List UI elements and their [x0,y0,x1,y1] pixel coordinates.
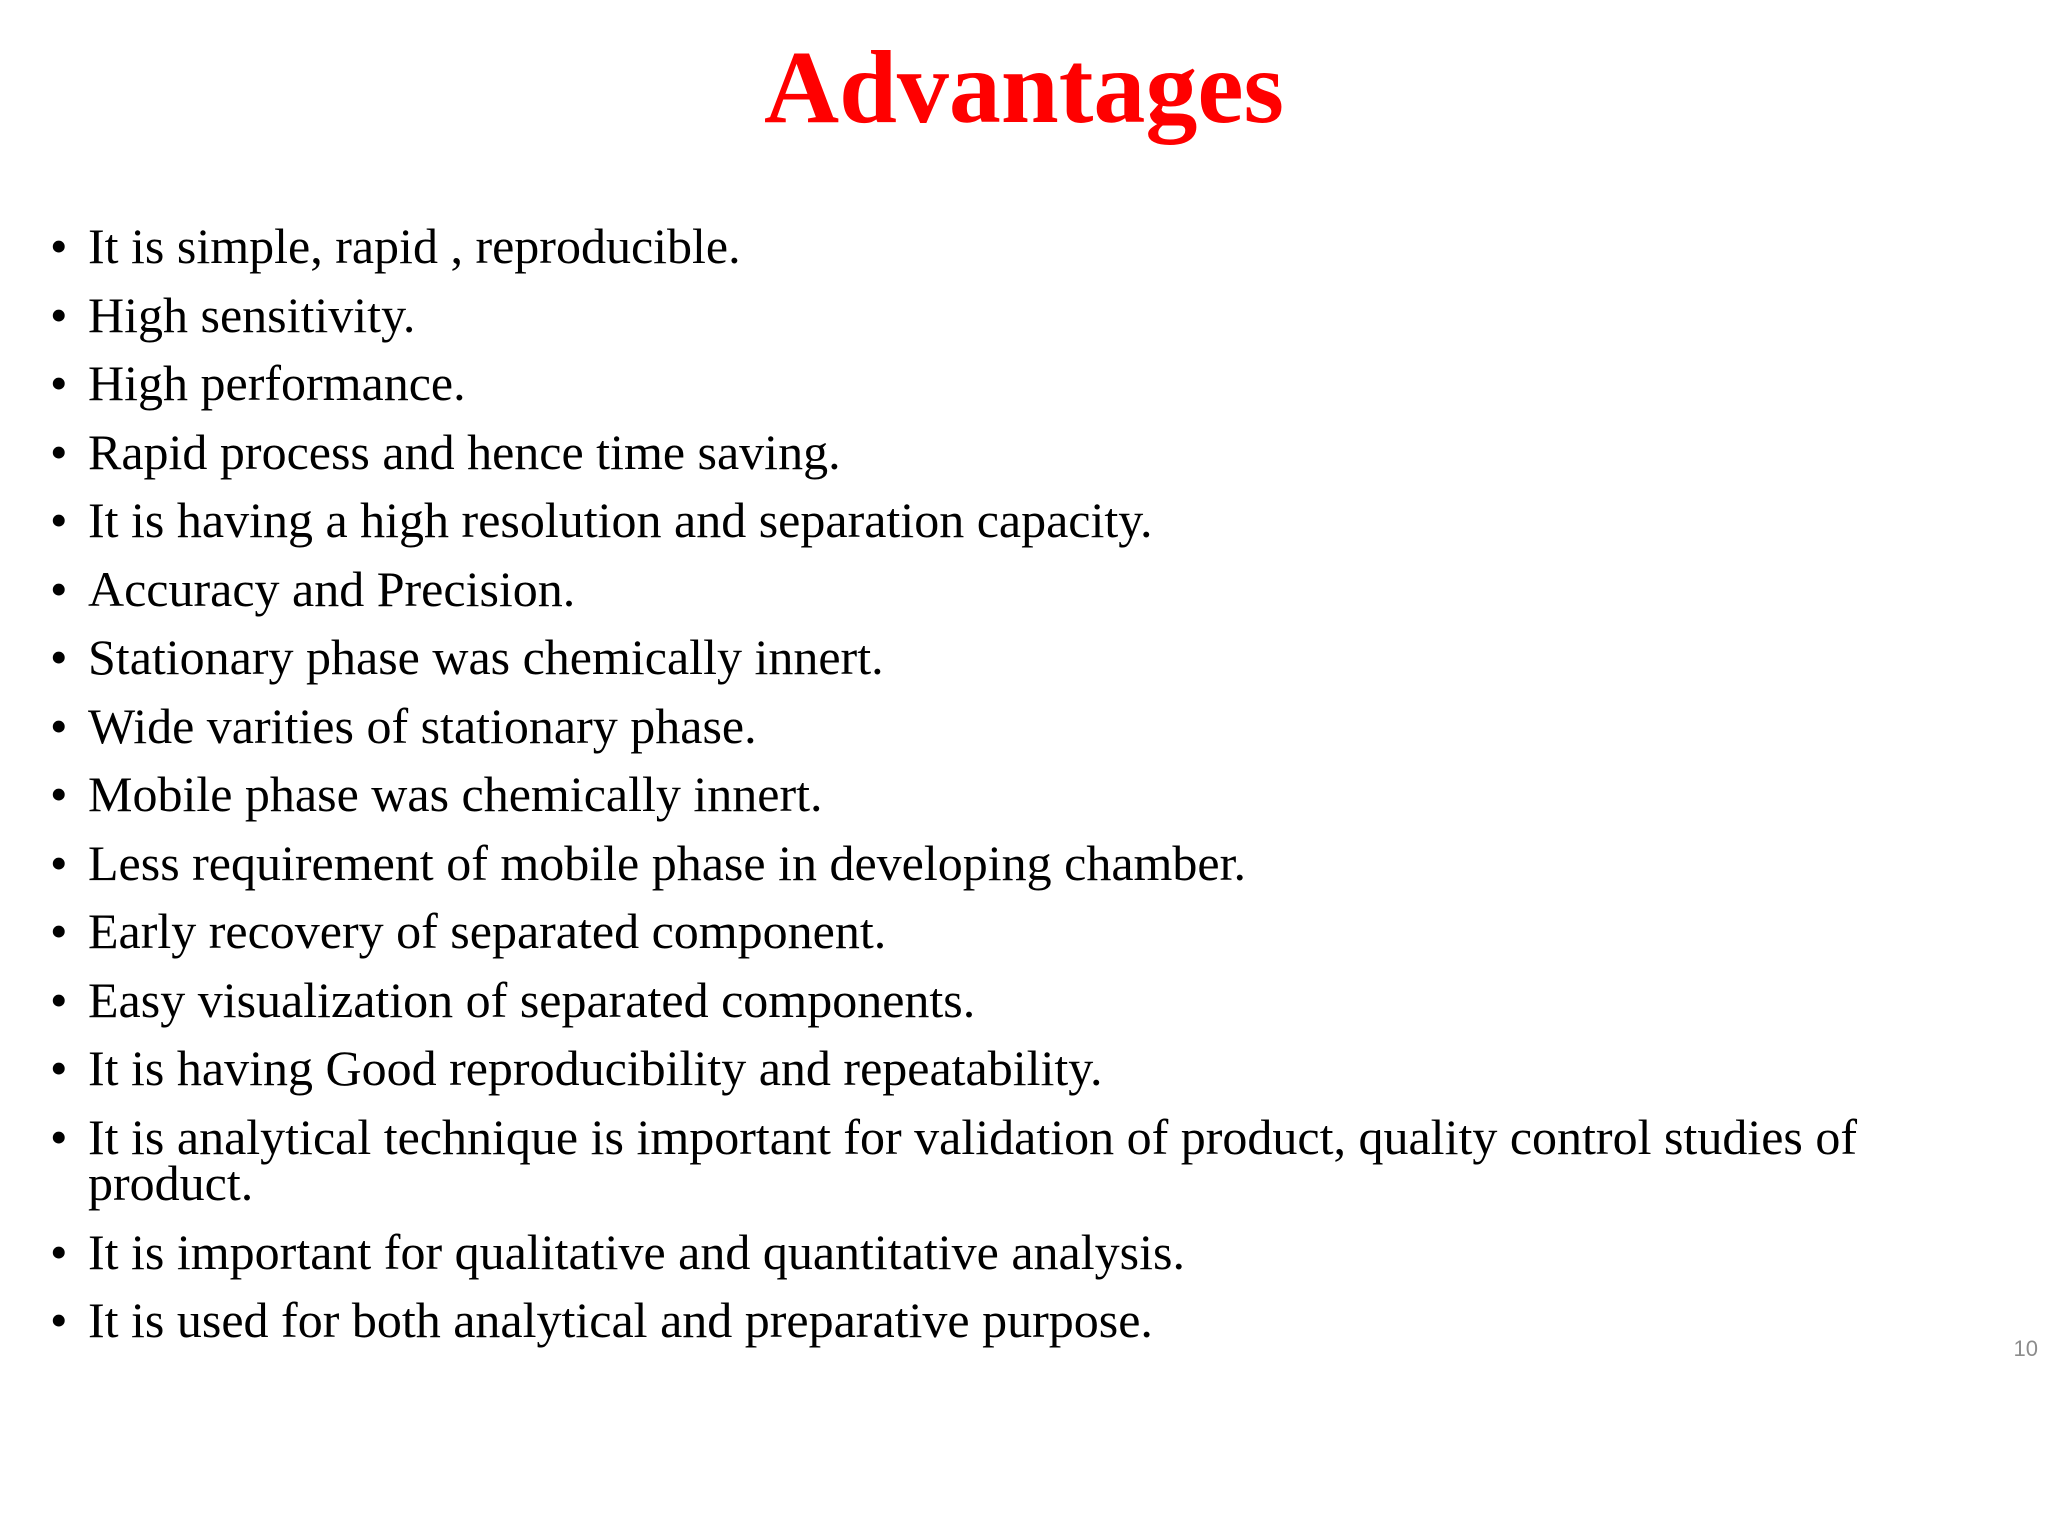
list-item [44,1034,1994,1103]
list-item-text: It is having a high resolution and separation capacity. [88,492,1153,548]
list-item-text: Less requirement of mobile phase in developing chamber. [88,834,1246,891]
bullet-icon: • [50,766,68,822]
page-number: 10 [2013,1336,2038,1361]
list-item-text: Rapid process and hence time saving. [88,423,841,480]
list-item [44,418,1994,487]
list-item-text: Mobile phase was chemically innert. [88,766,823,822]
bullet-icon: • [50,1108,68,1165]
list-item [44,349,1994,418]
list-item [44,212,1994,281]
list-item [44,760,1994,829]
bullet-icon: • [50,629,68,685]
list-item-text: Stationary phase was chemically innert. [88,629,884,685]
bullet-icon: • [50,1223,68,1280]
list-item-text: It is having Good reproducibility and repeatability. [88,1040,1103,1096]
list-item-text: High performance. [88,355,466,411]
bullet-icon: • [50,355,68,411]
list-item-text: High sensitivity. [88,286,416,343]
list-item [44,1286,1994,1355]
bullet-icon: • [50,218,68,274]
list-item [44,966,1994,1035]
list-item-text: It is important for qualitative and quantitative analysis. [88,1223,1185,1280]
list-item [44,555,1994,624]
advantages-list [44,212,1994,1355]
list-item-text: Accuracy and Precision. [88,560,576,617]
bullet-icon: • [50,286,68,343]
list-item [44,897,1994,966]
list-item-text: Early recovery of separated component. [88,903,887,959]
list-item-text: It is simple, rapid , reproducible. [88,218,741,274]
list-item-text: Easy visualization of separated components. [88,971,976,1028]
bullet-icon: • [50,560,68,617]
list-item [44,623,1994,692]
list-item [44,1103,1994,1218]
list-item [44,281,1994,350]
list-item [44,829,1994,898]
bullet-icon: • [50,1292,68,1348]
list-item-text: It is used for both analytical and preparative purpose. [88,1292,1153,1348]
list-item [44,1218,1994,1287]
bullet-icon: • [50,492,68,548]
list-item-text: It is analytical technique is important for validation of product, quality control studies of product. [88,1108,1858,1211]
list-item [44,692,1994,761]
slide-title: Advantages [763,30,1285,145]
bullet-icon: • [50,834,68,891]
list-item [44,486,1994,555]
bullet-icon: • [50,971,68,1028]
list-item-text: Wide varities of stationary phase. [88,697,757,754]
bullet-icon: • [50,697,68,754]
bullet-icon: • [50,1040,68,1096]
bullet-icon: • [50,423,68,480]
bullet-icon: • [50,903,68,959]
